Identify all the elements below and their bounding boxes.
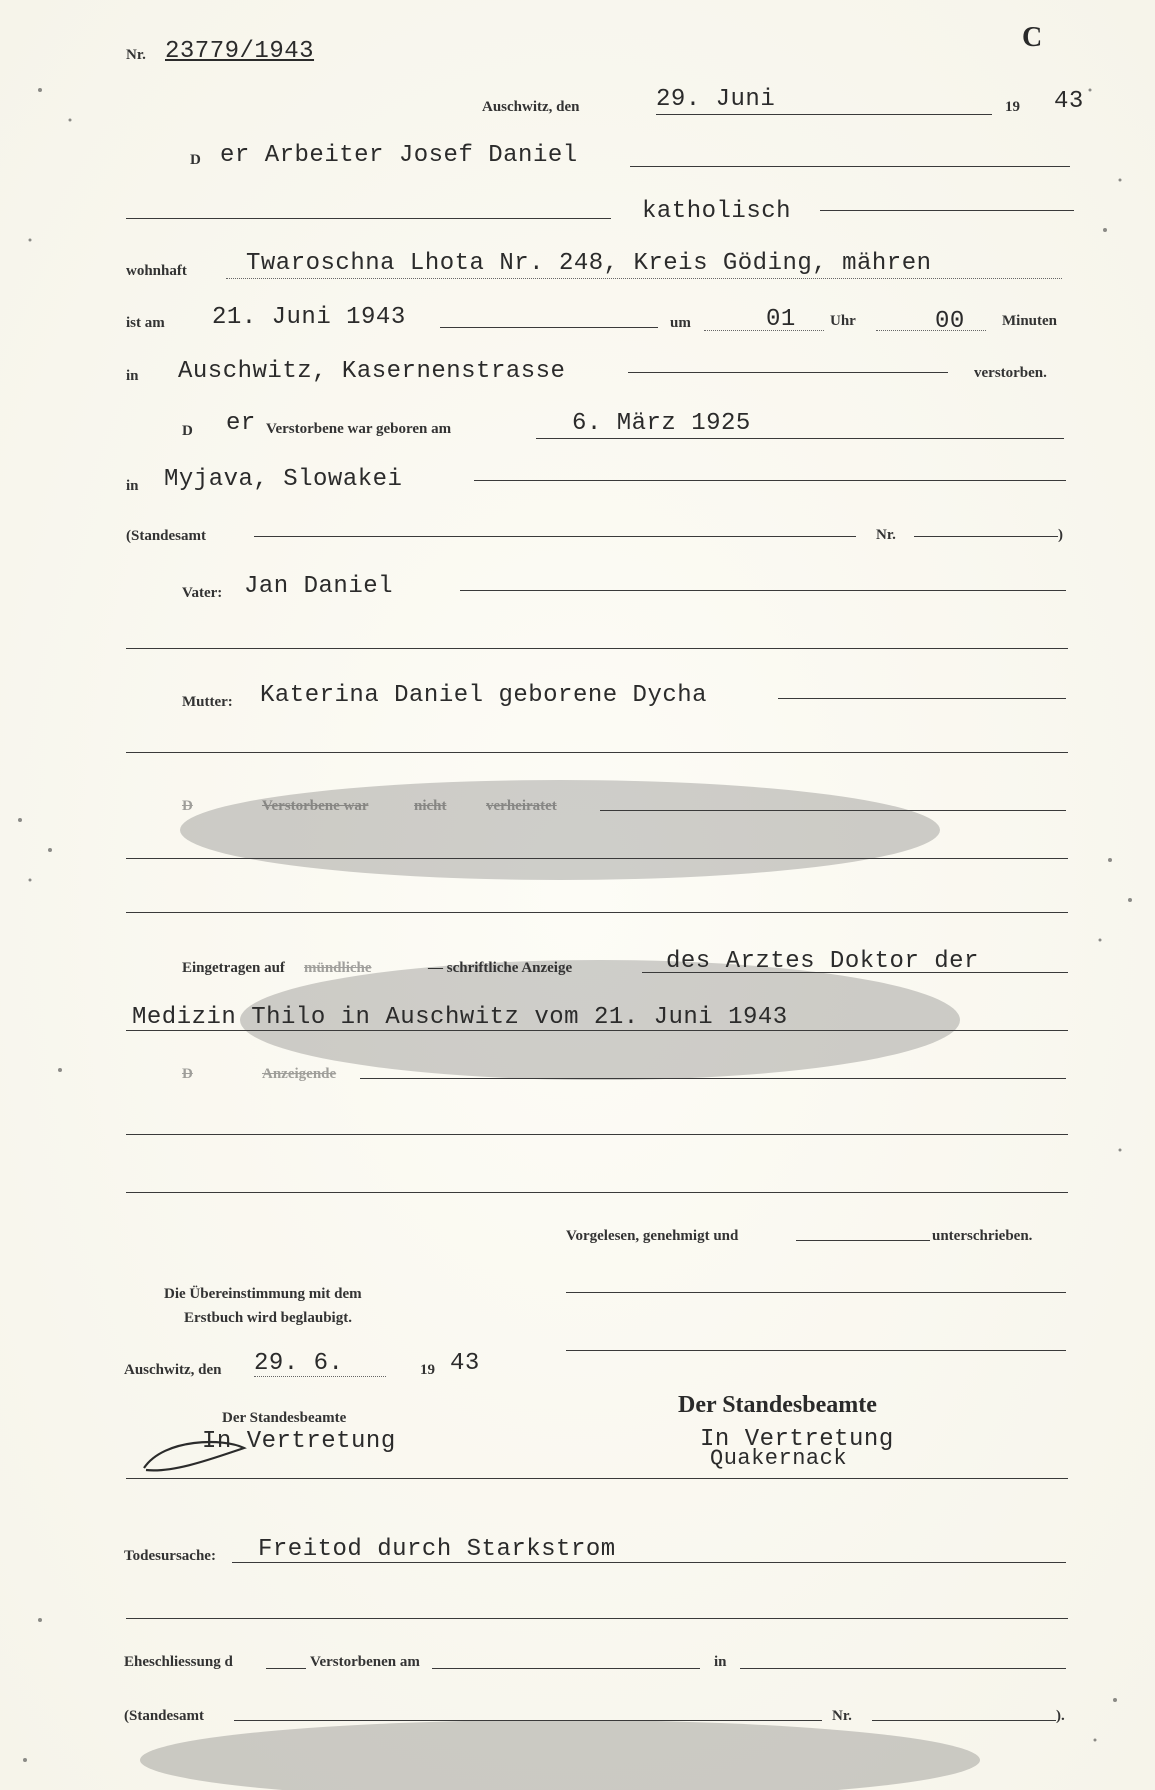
certification-date: 29. 6. <box>254 1350 344 1377</box>
death-date-line <box>440 327 658 328</box>
residence: Twaroschna Lhota Nr. 248, Kreis Göding, mähren <box>246 250 932 277</box>
marital-line-2 <box>126 858 1068 859</box>
marriage-close: ). <box>1056 1708 1065 1724</box>
cause-label: Todesursache: <box>124 1548 216 1564</box>
name-line <box>630 166 1070 167</box>
report-line-1 <box>642 972 1068 973</box>
registry-nr-line <box>914 536 1058 537</box>
informant-line-3 <box>126 1192 1068 1193</box>
register-number: 23779/1943 <box>165 38 315 65</box>
report-label-oral: mündliche <box>304 960 372 976</box>
read-approved-line <box>796 1240 930 1241</box>
religion-line-right <box>820 210 1074 211</box>
mother-name: Katerina Daniel geborene Dycha <box>260 682 708 709</box>
cause-of-death: Freitod durch Starkstrom <box>258 1536 616 1563</box>
birth-place-label: in <box>126 478 139 494</box>
marital-married: verheiratet <box>486 798 557 814</box>
father-line <box>460 590 1066 591</box>
certification-year-prefix: 19 <box>420 1362 435 1378</box>
cause-line-1 <box>232 1562 1066 1563</box>
read-approved-label: Vorgelesen, genehmigt und <box>566 1228 739 1244</box>
marriage-place-line <box>740 1668 1066 1669</box>
marital-prefix: D <box>182 798 193 814</box>
death-date-label: ist am <box>126 315 165 331</box>
hour-unit: Uhr <box>830 313 856 329</box>
signature-flourish <box>134 1428 254 1478</box>
marriage-nr-line <box>872 1720 1056 1721</box>
cause-line-2 <box>126 1618 1068 1619</box>
marriage-date-line <box>432 1668 700 1669</box>
death-date: 21. Juni 1943 <box>212 304 406 331</box>
registrar-line-1: In Vertretung <box>700 1426 894 1453</box>
religion-line-left <box>126 218 611 219</box>
informant-label: Anzeigende <box>262 1066 337 1082</box>
signature-line-2 <box>566 1350 1066 1351</box>
marriage-registry-label: (Standesamt <box>124 1708 205 1724</box>
birth-prefix: D <box>182 423 193 439</box>
certification-year-suffix: 43 <box>450 1350 480 1377</box>
time-label: um <box>670 315 691 331</box>
registry-line <box>254 536 856 537</box>
registry-label: (Standesamt <box>126 528 207 544</box>
entry-year-prefix: 19 <box>1005 99 1020 115</box>
certification-date-line <box>254 1376 386 1377</box>
marital-not: nicht <box>414 798 447 814</box>
father-line-2 <box>126 648 1068 649</box>
certification-line-1: Die Übereinstimmung mit dem <box>164 1286 362 1302</box>
registry-close: ) <box>1058 527 1063 543</box>
minute-unit: Minuten <box>1002 313 1058 329</box>
informant-prefix: D <box>182 1066 193 1082</box>
birth-article: er <box>226 410 256 437</box>
nr-label: Nr. <box>126 47 146 63</box>
marital-line <box>600 810 1066 811</box>
report-value-2: Medizin Thilo in Auschwitz vom 21. Juni 1943 <box>132 1004 788 1031</box>
certification-official-value: In Vertretung <box>202 1428 396 1455</box>
entry-year-suffix: 43 <box>1054 88 1084 115</box>
birth-place: Myjava, Slowakei <box>164 466 403 493</box>
hour-line <box>704 330 824 331</box>
died-label: verstorben. <box>974 365 1047 381</box>
signature-divider <box>126 1478 1068 1479</box>
marriage-nr-label: Nr. <box>832 1708 852 1724</box>
death-place-line <box>628 372 948 373</box>
place-date-label: Auschwitz, den <box>482 99 580 115</box>
minute-line <box>876 330 986 331</box>
marriage-article-line <box>266 1668 306 1669</box>
death-hour: 01 <box>766 306 796 333</box>
marital-line-3 <box>126 912 1068 913</box>
marital-text: Verstorbene war <box>262 798 369 814</box>
residence-label: wohnhaft <box>126 263 187 279</box>
signed-label: unterschrieben. <box>932 1228 1033 1244</box>
birth-place-line <box>474 480 1066 481</box>
certification-official-label: Der Standesbeamte <box>222 1410 347 1426</box>
death-place-label: in <box>126 368 139 384</box>
father-name: Jan Daniel <box>244 573 394 600</box>
mother-line-2 <box>126 752 1068 753</box>
marriage-registry-line <box>234 1720 822 1721</box>
informant-line-2 <box>126 1134 1068 1135</box>
registrar-title: Der Standesbeamte <box>678 1392 877 1418</box>
report-line-2 <box>126 1030 1068 1031</box>
mother-label: Mutter: <box>182 694 233 710</box>
certification-line-2: Erstbuch wird beglaubigt. <box>184 1310 352 1326</box>
deceased-name: er Arbeiter Josef Daniel <box>220 142 578 169</box>
birth-date: 6. März 1925 <box>572 410 751 437</box>
death-place: Auschwitz, Kasernenstrasse <box>178 358 566 385</box>
report-label-written: — schriftliche Anzeige <box>428 960 573 976</box>
religion: katholisch <box>642 198 792 225</box>
name-prefix: D <box>190 152 201 168</box>
father-label: Vater: <box>182 585 223 601</box>
report-label-start: Eingetragen auf <box>182 960 285 976</box>
report-value-1: des Arztes Doktor der <box>666 948 979 975</box>
marriage-label: Eheschliessung d <box>124 1654 233 1670</box>
residence-line <box>226 278 1062 279</box>
entry-date-line <box>656 114 992 115</box>
signature-line-1 <box>566 1292 1066 1293</box>
certification-place-label: Auschwitz, den <box>124 1362 222 1378</box>
registry-nr-label: Nr. <box>876 527 896 543</box>
marriage-in-label: in <box>714 1654 727 1670</box>
birth-date-line <box>536 438 1064 439</box>
informant-line <box>360 1078 1066 1079</box>
corner-mark: C <box>1022 22 1043 53</box>
birth-label: Verstorbene war geboren am <box>266 421 452 437</box>
mother-line <box>778 698 1066 699</box>
registrar-name: Quakernack <box>710 1446 848 1471</box>
death-minute: 00 <box>935 308 965 335</box>
marriage-label-2: Verstorbenen am <box>310 1654 420 1670</box>
entry-date: 29. Juni <box>656 86 776 113</box>
